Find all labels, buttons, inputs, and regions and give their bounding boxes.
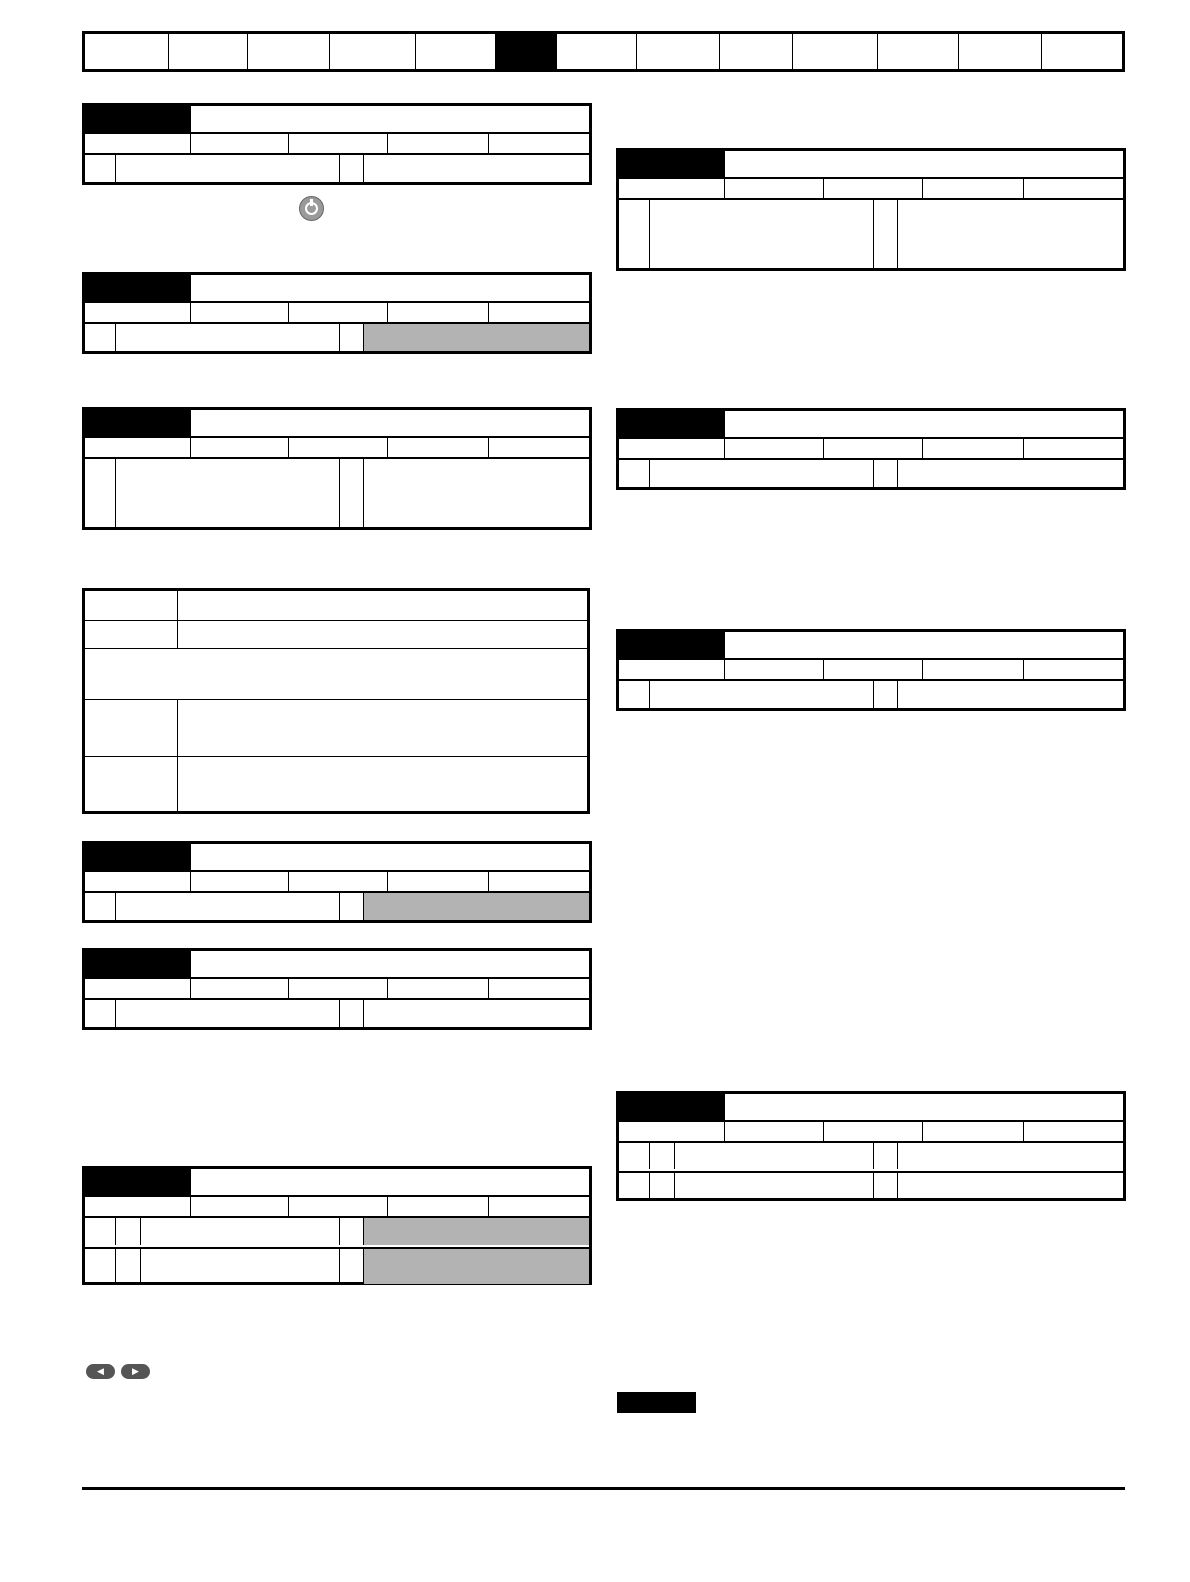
parameter-title [191, 844, 589, 870]
range-row [619, 1171, 1123, 1200]
range-value [650, 681, 874, 708]
default-marker [340, 155, 364, 182]
coding-cell [489, 301, 589, 322]
coding-cell [85, 1195, 191, 1216]
default-marker [340, 893, 364, 920]
definition-value [178, 620, 587, 648]
chapter-tab[interactable] [720, 34, 793, 69]
default-value [898, 681, 1123, 708]
range-marker [619, 460, 650, 487]
definition-value [178, 591, 587, 620]
definition-table [82, 588, 590, 814]
parameter-title [725, 151, 1123, 177]
coding-row [85, 132, 589, 155]
parameter-title [191, 275, 589, 301]
coding-cell [923, 658, 1024, 679]
range-row [619, 1143, 1123, 1169]
range-value [675, 1173, 874, 1200]
chapter-tab[interactable] [878, 34, 959, 69]
range-row [85, 324, 589, 351]
coding-cell [191, 977, 289, 998]
coding-cell [824, 658, 923, 679]
coding-cell [191, 132, 289, 153]
parameter-title [725, 1094, 1123, 1120]
range-value [141, 1249, 340, 1284]
coding-cell [388, 870, 489, 891]
definition-row [85, 756, 587, 811]
coding-cell [1024, 437, 1123, 458]
note-label [617, 1392, 696, 1413]
range-value [650, 200, 874, 268]
default-marker [340, 1218, 364, 1245]
coding-cell [191, 870, 289, 891]
default-value [898, 200, 1123, 268]
chapter-tab[interactable] [330, 34, 416, 69]
range-marker [85, 1000, 116, 1027]
coding-cell [725, 658, 824, 679]
range-marker [85, 155, 116, 182]
range-row [85, 155, 589, 182]
parameter-title [725, 632, 1123, 658]
parameter-number [85, 106, 191, 132]
coding-row [619, 658, 1123, 681]
coding-cell [1024, 658, 1123, 679]
range-value [116, 459, 340, 527]
coding-row [619, 437, 1123, 460]
coding-row [619, 1120, 1123, 1143]
parameter-title [191, 951, 589, 977]
range-value [116, 324, 340, 351]
default-marker [874, 1173, 898, 1200]
parameter-table [616, 629, 1126, 711]
coding-row [85, 301, 589, 324]
default-marker [874, 460, 898, 487]
chapter-tab[interactable] [793, 34, 878, 69]
range-sub-marker [650, 1143, 675, 1169]
range-sub-marker [116, 1249, 141, 1284]
parameter-table [82, 841, 592, 923]
default-value [364, 1000, 589, 1027]
parameter-number [85, 844, 191, 870]
coding-cell [85, 301, 191, 322]
coding-cell [824, 437, 923, 458]
coding-cell [289, 132, 388, 153]
default-value [898, 1173, 1123, 1200]
default-marker [340, 1249, 364, 1284]
coding-cell [489, 132, 589, 153]
definition-key [85, 699, 178, 756]
parameter-number [85, 1169, 191, 1195]
parameter-title [191, 106, 589, 132]
coding-cell [388, 1195, 489, 1216]
default-value-shaded [364, 893, 589, 920]
range-marker [85, 893, 116, 920]
range-row [619, 681, 1123, 708]
definition-full-row [85, 648, 587, 700]
parameter-table [82, 272, 592, 354]
definition-row [85, 699, 587, 757]
parameter-table [82, 948, 592, 1030]
parameter-number [85, 410, 191, 436]
coding-cell [489, 870, 589, 891]
chapter-tab[interactable] [557, 34, 637, 69]
coding-cell [191, 436, 289, 457]
parameter-table [616, 148, 1126, 271]
default-value-shaded [364, 1249, 589, 1284]
parameter-number [619, 151, 725, 177]
default-marker [340, 459, 364, 527]
coding-cell [824, 177, 923, 198]
definition-row [85, 620, 587, 649]
parameter-title [191, 410, 589, 436]
range-row [619, 200, 1123, 268]
default-marker [874, 681, 898, 708]
definition-value [178, 756, 587, 811]
default-value [364, 155, 589, 182]
coding-row [85, 1195, 589, 1218]
default-marker [874, 1143, 898, 1169]
coding-cell [489, 1195, 589, 1216]
range-value [116, 1000, 340, 1027]
coding-cell [289, 436, 388, 457]
default-value-shaded [364, 1218, 589, 1245]
range-sub-marker [116, 1218, 141, 1245]
coding-cell [85, 870, 191, 891]
chapter-tab[interactable] [169, 34, 248, 69]
coding-cell [923, 177, 1024, 198]
left-arrow-key-icon: ◀ [86, 1364, 115, 1379]
parameter-number [619, 1094, 725, 1120]
coding-cell [1024, 1120, 1123, 1141]
range-marker [619, 1173, 650, 1200]
coding-cell [1024, 177, 1123, 198]
range-marker [85, 1249, 116, 1284]
coding-row [85, 436, 589, 459]
coding-cell [923, 1120, 1024, 1141]
coding-cell [619, 177, 725, 198]
range-row [85, 459, 589, 527]
range-sub-marker [650, 1173, 675, 1200]
chapter-tab[interactable] [416, 34, 496, 69]
coding-cell [289, 301, 388, 322]
range-value [675, 1143, 874, 1169]
range-marker [85, 324, 116, 351]
footer-divider [82, 1487, 1125, 1490]
definition-row [85, 591, 587, 621]
coding-cell [85, 436, 191, 457]
coding-row [85, 977, 589, 1000]
default-value-shaded [364, 324, 589, 351]
parameter-number [619, 411, 725, 437]
chapter-tab[interactable] [248, 34, 330, 69]
range-marker [619, 1143, 650, 1169]
definition-key [85, 756, 178, 811]
coding-cell [289, 1195, 388, 1216]
coding-cell [619, 1120, 725, 1141]
coding-row [85, 870, 589, 893]
range-marker [85, 459, 116, 527]
parameter-title [191, 1169, 589, 1195]
range-value [141, 1218, 340, 1245]
coding-cell [85, 977, 191, 998]
right-arrow-key-icon: ▶ [121, 1364, 150, 1379]
coding-cell [289, 870, 388, 891]
range-marker [85, 1218, 116, 1245]
coding-cell [489, 977, 589, 998]
chapter-tab[interactable] [85, 34, 169, 69]
stop-reset-key-icon [299, 196, 324, 221]
chapter-tab-active[interactable] [496, 34, 557, 69]
parameter-table [82, 1166, 592, 1285]
range-value [116, 893, 340, 920]
coding-cell [289, 977, 388, 998]
coding-cell [85, 132, 191, 153]
coding-cell [619, 658, 725, 679]
parameter-table [616, 1091, 1126, 1201]
coding-cell [725, 177, 824, 198]
chapter-tab[interactable] [959, 34, 1042, 69]
parameter-number [85, 275, 191, 301]
coding-cell [725, 437, 824, 458]
chapter-tab[interactable] [1042, 34, 1122, 69]
parameter-table [82, 103, 592, 185]
range-value [650, 460, 874, 487]
range-value [116, 155, 340, 182]
parameter-title [725, 411, 1123, 437]
coding-cell [489, 436, 589, 457]
coding-cell [388, 436, 489, 457]
coding-cell [388, 132, 489, 153]
definition-key [85, 620, 178, 648]
default-value [898, 1143, 1123, 1169]
parameter-number [619, 632, 725, 658]
default-value [364, 459, 589, 527]
coding-cell [191, 301, 289, 322]
parameter-table [82, 407, 592, 530]
range-row [85, 1218, 589, 1245]
coding-cell [388, 977, 489, 998]
definition-value [178, 699, 587, 756]
coding-cell [824, 1120, 923, 1141]
range-row [85, 893, 589, 920]
range-marker [619, 200, 650, 268]
coding-cell [388, 301, 489, 322]
chapter-navigation-bar [82, 31, 1125, 72]
parameter-table [616, 408, 1126, 490]
coding-cell [191, 1195, 289, 1216]
default-marker [874, 200, 898, 268]
range-row [619, 460, 1123, 487]
chapter-tab[interactable] [637, 34, 720, 69]
coding-cell [923, 437, 1024, 458]
parameter-number [85, 951, 191, 977]
range-row [85, 1000, 589, 1027]
range-row [85, 1247, 589, 1284]
default-value [898, 460, 1123, 487]
default-marker [340, 324, 364, 351]
coding-row [619, 177, 1123, 200]
default-marker [340, 1000, 364, 1027]
coding-cell [619, 437, 725, 458]
range-marker [619, 681, 650, 708]
definition-key [85, 591, 178, 620]
coding-cell [725, 1120, 824, 1141]
